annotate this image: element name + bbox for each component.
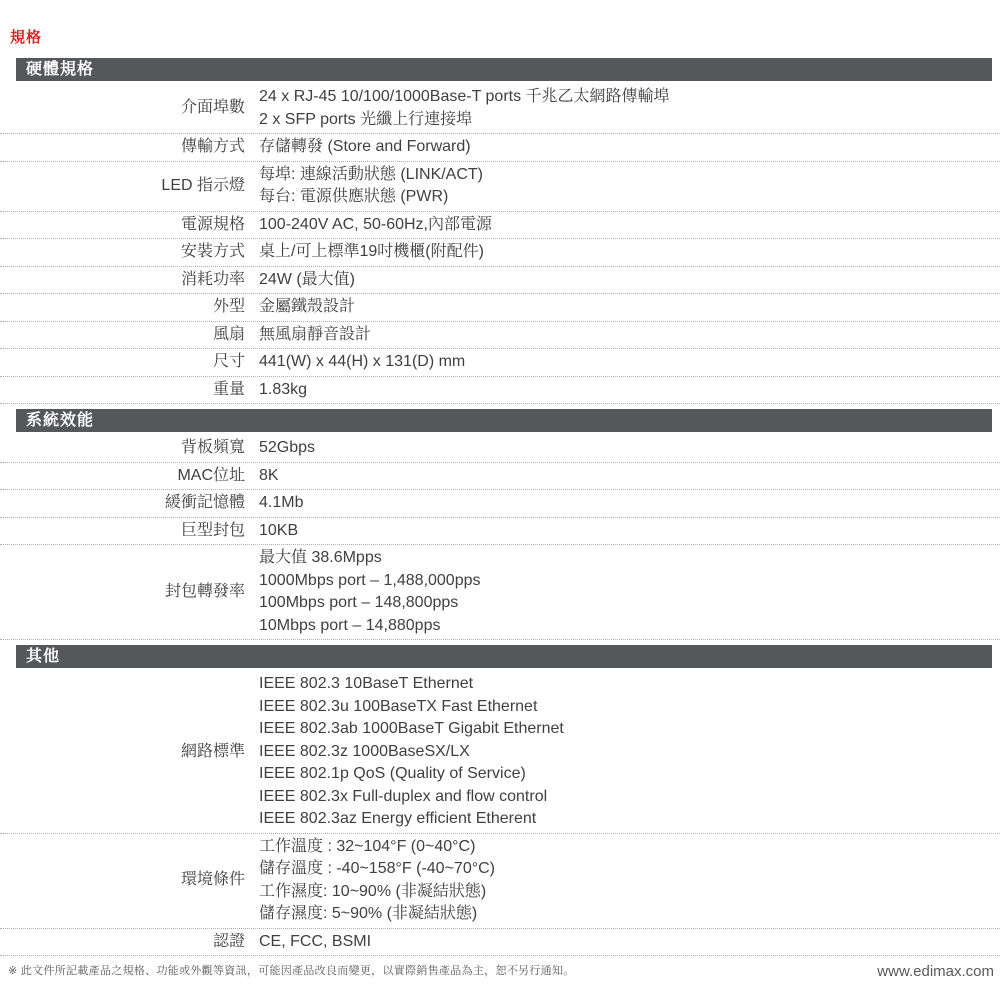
spec-value-line: 桌上/可上標準19吋機櫃(附配件) (259, 243, 484, 260)
footer (0, 956, 1000, 980)
section-header (16, 58, 992, 81)
spec-row (0, 239, 1000, 267)
spec-row (0, 545, 1000, 640)
spec-label: 外型 (212, 298, 245, 315)
spec-label: LED 指示燈 (161, 176, 245, 194)
spec-row (0, 463, 1000, 491)
spec-value (259, 214, 1000, 237)
spec-value-line: 儲存溫度 : -40~158°F (-40~70°C) (259, 860, 495, 877)
spec-value (259, 673, 1000, 831)
spec-value-line: 2 x SFP ports 光纖上行連接埠 (259, 110, 473, 128)
spec-row (0, 212, 1000, 240)
spec-row (0, 267, 1000, 295)
spec-value (259, 351, 1000, 374)
spec-value (259, 241, 1000, 264)
spec-label: 環境條件 (180, 871, 245, 889)
spec-value-line: 儲存濕度: 5~90% (非凝結狀態) (259, 905, 478, 922)
spec-label: 風扇 (212, 325, 245, 343)
spec-value (259, 379, 1000, 402)
spec-value-line: IEEE 802.3u 100BaseTX Fast Ethernet (259, 697, 538, 715)
spec-value-line: 每台: 電源供應狀態 (PWR) (259, 188, 449, 205)
spec-value-line: 100Mbps port – 148,800pps (259, 594, 459, 611)
spec-row (0, 322, 1000, 350)
spec-row (0, 377, 1000, 405)
spec-row (0, 929, 1000, 957)
footer-disclaimer: ※ 此文件所記載產品之規格、功能或外觀等資訊，可能因產品改良而變更，以實際銷售產品為主，恕不另行通知。 (8, 965, 575, 977)
section-title: 硬體規格 (26, 61, 95, 78)
spec-row (0, 490, 1000, 518)
spec-value-line: IEEE 802.3az Energy efficient Etherent (259, 810, 537, 827)
spec-label: 網路標準 (180, 742, 245, 760)
spec-value (259, 296, 1000, 319)
spec-value (259, 86, 1000, 131)
spec-value-line: IEEE 802.3z 1000BaseSX/LX (259, 742, 470, 760)
spec-value (259, 437, 1000, 460)
spec-value-line: 8K (259, 466, 279, 484)
spec-label: 巨型封包 (180, 521, 245, 539)
section-title: 其他 (26, 648, 61, 665)
spec-row (0, 834, 1000, 929)
spec-value (259, 269, 1000, 292)
spec-value-line: 100-240V AC, 50-60Hz,內部電源 (259, 215, 492, 233)
spec-value-line: IEEE 802.1p QoS (Quality of Service) (259, 765, 526, 782)
spec-label: 緩衝記憶體 (164, 494, 245, 511)
spec-value-line: 52Gbps (259, 439, 316, 456)
spec-label: MAC位址 (177, 466, 245, 484)
spec-value-line: 工作濕度: 10~90% (非凝結狀態) (259, 882, 487, 900)
spec-label: 封包轉發率 (164, 582, 245, 600)
spec-value-line: 工作溫度 : 32~104°F (0~40°C) (259, 837, 476, 855)
spec-row (0, 162, 1000, 212)
spec-value-line: 每埠: 連線活動狀態 (LINK/ACT) (259, 165, 484, 183)
spec-value-line: 10Mbps port – 14,880pps (259, 616, 441, 634)
spec-value (259, 492, 1000, 515)
spec-row (0, 518, 1000, 546)
spec-row (0, 435, 1000, 463)
spec-value-line: 存儲轉發 (Store and Forward) (259, 138, 471, 155)
spec-value-line: IEEE 802.3 10BaseT Ethernet (259, 675, 474, 692)
spec-value-line: 4.1Mb (259, 494, 304, 511)
spec-value-line: 金屬鐵殼設計 (259, 298, 356, 315)
section-header (16, 409, 992, 432)
spec-value-line: 24W (最大值) (259, 270, 356, 288)
spec-label: 尺寸 (212, 353, 245, 370)
spec-label: 介面埠數 (180, 99, 245, 117)
section-title: 系統效能 (26, 412, 95, 429)
spec-row (0, 671, 1000, 834)
spec-value-line: 無風扇靜音設計 (259, 325, 372, 343)
spec-label: 消耗功率 (180, 270, 245, 288)
spec-row (0, 294, 1000, 322)
spec-label: 背板頻寬 (180, 439, 245, 456)
spec-row (0, 349, 1000, 377)
spec-value (259, 931, 1000, 954)
section-header (16, 645, 992, 668)
spec-value (259, 465, 1000, 488)
spec-value (259, 324, 1000, 347)
spec-value (259, 520, 1000, 543)
spec-label: 認證 (212, 932, 245, 950)
spec-table (0, 58, 1000, 956)
spec-value-line: 24 x RJ-45 10/100/1000Base-T ports 千兆乙太網路傳輸埠 (259, 88, 670, 105)
spec-label: 重量 (212, 380, 245, 398)
spec-value-line: CE, FCC, BSMI (259, 932, 372, 950)
spec-value (259, 836, 1000, 926)
spec-row (0, 134, 1000, 162)
spec-label: 傳輸方式 (180, 138, 245, 155)
spec-value-line: 最大值 38.6Mpps (259, 549, 382, 566)
spec-value-line: 1.83kg (259, 380, 308, 398)
spec-value-line: IEEE 802.3x Full-duplex and flow control (259, 787, 548, 805)
footer-website-url: www.edimax.com (877, 963, 994, 980)
spec-value-line: 1000Mbps port – 1,488,000pps (259, 571, 481, 589)
spec-value (259, 547, 1000, 637)
spec-value-line: IEEE 802.3ab 1000BaseT Gigabit Ethernet (259, 720, 564, 737)
spec-value-line: 441(W) x 44(H) x 131(D) mm (259, 353, 466, 370)
spec-value (259, 136, 1000, 159)
spec-row (0, 84, 1000, 134)
spec-value-line: 10KB (259, 521, 299, 539)
page-title: 規格 (10, 29, 43, 46)
spec-label: 安裝方式 (180, 243, 245, 260)
spec-value (259, 164, 1000, 209)
spec-label: 電源規格 (180, 215, 245, 233)
